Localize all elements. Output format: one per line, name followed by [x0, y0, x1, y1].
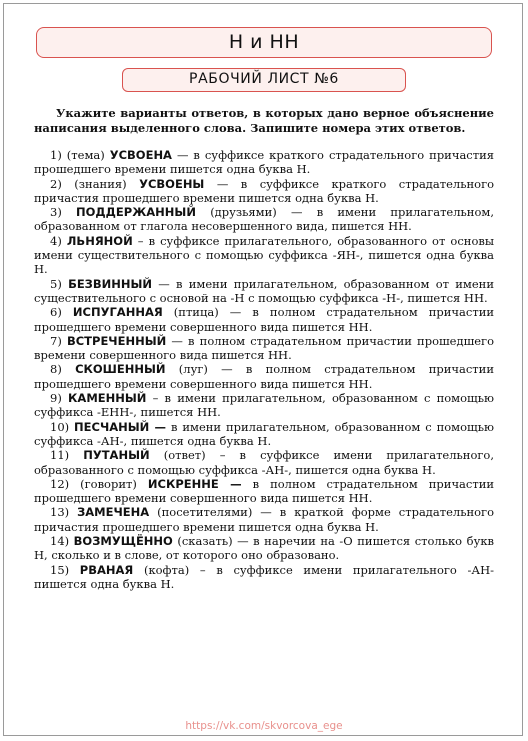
option-number: 10)	[50, 419, 70, 434]
option-explanation: (птица) — в полном страдательном причастии прошедшего времени совершенного вида пишется НН.	[34, 305, 495, 334]
answer-option	[34, 177, 494, 206]
option-number: 6)	[50, 305, 62, 320]
option-number: 7)	[50, 333, 62, 348]
option-explanation: — в суффиксе краткого страдательного причастия прошедшего времени пишется одна буква Н.	[34, 148, 495, 177]
option-highlighted-word: ЛЬНЯНОЙ	[66, 233, 133, 248]
option-number: 12)	[50, 476, 70, 491]
answer-options-list	[34, 148, 494, 591]
option-explanation: — в имени прилагательном, образованном от имени существительного с основой на -Н с помощью суффикса -Н-, пишется НН.	[34, 276, 494, 305]
option-context: (тема)	[66, 148, 105, 162]
worksheet-subtitle: РАБОЧИЙ ЛИСТ №6	[122, 68, 406, 92]
task-instruction: Укажите варианты ответов, в которых дано верное объяснение написания выделенного слова. Запишите номера этих ответов.	[34, 106, 494, 135]
option-highlighted-word: БЕЗВИННЫЙ	[68, 276, 153, 291]
answer-option	[34, 448, 494, 477]
option-number: 5)	[50, 276, 62, 291]
option-number: 11)	[50, 448, 70, 463]
option-highlighted-word: ВСТРЕЧЕННЫЙ	[66, 333, 167, 348]
answer-option	[34, 334, 494, 363]
option-number: 2)	[50, 176, 62, 191]
option-highlighted-word: ПОДДЕРЖАННЫЙ	[76, 205, 196, 220]
option-context: (знания)	[74, 176, 127, 191]
option-highlighted-word: КАМЕННЫЙ	[68, 391, 147, 406]
option-highlighted-word: УСВОЕНЫ	[139, 176, 205, 191]
worksheet-title: Н и НН	[36, 27, 492, 58]
option-number: 3)	[50, 205, 62, 220]
option-highlighted-word: УСВОЕНА	[109, 148, 172, 162]
footer-link[interactable]: https://vk.com/skvorcova_ege	[185, 720, 343, 732]
answer-option	[34, 420, 494, 449]
option-highlighted-word: ПЕСЧАНЫЙ —	[74, 419, 167, 434]
option-explanation: (друзьями) — в имени прилагательном, образованном от глагола несовершенного вида, пишется НН.	[34, 205, 494, 234]
option-explanation: (сказать) — в наречии на -О пишется столько букв Н, сколько и в слове, от которого оно образовано.	[34, 534, 494, 563]
option-explanation: в полном страдательном причастии прошедшего времени совершенного вида пишется НН.	[34, 476, 495, 506]
answer-option	[34, 505, 494, 534]
option-explanation: в имени прилагательном, образованном с помощью суффикса -АН-, пишется одна буква Н.	[34, 419, 494, 448]
option-highlighted-word: РВАНАЯ	[79, 562, 134, 577]
answer-option	[34, 362, 494, 391]
option-explanation: (ответ) – в суффиксе имени прилагательного, образованного с помощью суффикса -АН-, пишется одна буква Н.	[34, 448, 495, 477]
answer-option	[34, 205, 494, 234]
answer-option	[34, 305, 494, 334]
option-context: (говорит)	[80, 476, 137, 491]
option-highlighted-word: ВОЗМУЩЁННО	[73, 534, 173, 549]
answer-option	[34, 148, 494, 177]
option-explanation: – в суффиксе прилагательного, образованного от основы имени существительного с помощью суффикса -ЯН-, пишется одна буква Н.	[34, 233, 494, 277]
option-explanation: (луг) — в полном страдательном причастии прошедшего времени совершенного вида пишется НН.	[34, 362, 494, 391]
option-number: 8)	[50, 362, 62, 377]
option-number: 15)	[50, 562, 70, 577]
option-number: 14)	[50, 534, 70, 549]
option-explanation: (посетителями) — в краткой форме страдательного причастия прошедшего времени пишется одна буква Н.	[34, 505, 495, 534]
answer-option	[34, 477, 494, 506]
option-number: 1)	[50, 148, 62, 162]
answer-option	[34, 277, 494, 306]
option-explanation: (кофта) – в суффиксе имени прилагательного -АН- пишется одна буква Н.	[34, 562, 495, 591]
option-explanation: — в суффиксе краткого страдательного причастия прошедшего времени пишется одна буква Н.	[34, 176, 495, 205]
option-number: 4)	[50, 233, 62, 248]
option-number: 9)	[50, 391, 62, 406]
option-explanation: — в полном страдательном причастии прошедшего времени совершенного вида пишется НН.	[34, 333, 495, 363]
option-highlighted-word: ИСКРЕННЕ —	[147, 476, 242, 491]
option-highlighted-word: СКОШЕННЫЙ	[75, 362, 166, 377]
answer-option	[34, 234, 494, 277]
option-number: 13)	[50, 505, 70, 520]
option-explanation: – в имени прилагательном, образованном с помощью суффикса -ЕНН-, пишется НН.	[34, 391, 495, 420]
answer-option	[34, 391, 494, 420]
answer-option	[34, 563, 494, 592]
option-highlighted-word: ИСПУГАННАЯ	[72, 305, 163, 320]
option-highlighted-word: ПУТАНЫЙ	[83, 448, 150, 463]
answer-option	[34, 534, 494, 563]
option-highlighted-word: ЗАМЕЧЕНА	[77, 505, 150, 520]
